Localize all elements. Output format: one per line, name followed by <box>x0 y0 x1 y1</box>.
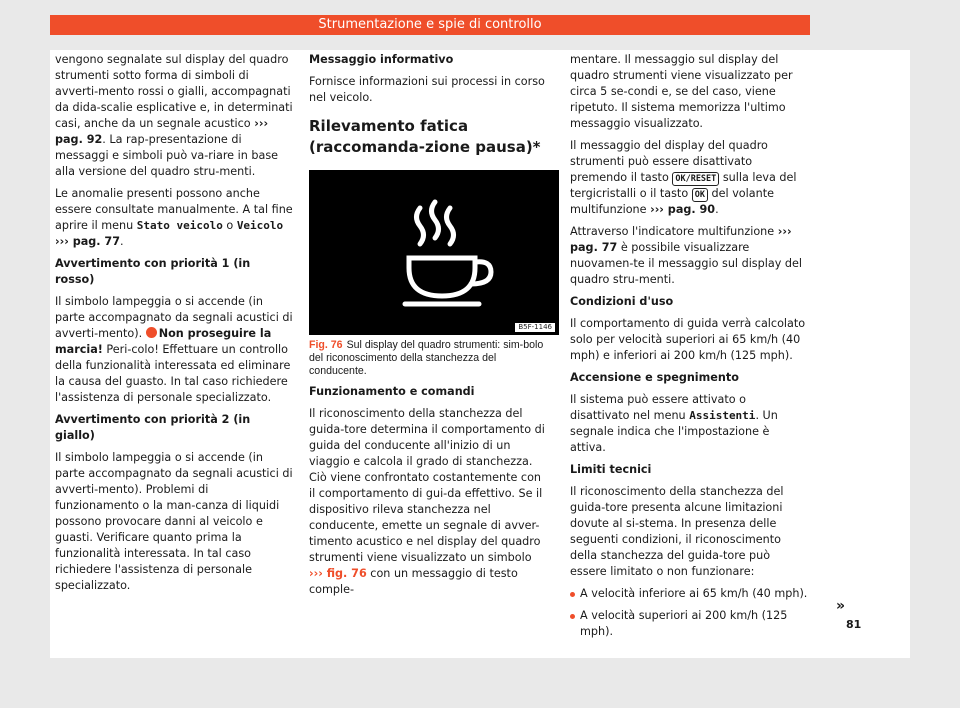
section-title: Rilevamento fatica (raccomanda-zione pausa)* <box>309 117 541 156</box>
figure-display <box>309 170 559 335</box>
menu-name: Assistenti <box>689 409 756 422</box>
ok-key: OK <box>692 188 708 202</box>
subheading-function: Funzionamento e comandi <box>309 385 475 398</box>
continue-arrow-icon: » <box>836 598 846 614</box>
figure-reference[interactable]: ››› fig. 76 <box>309 567 367 580</box>
paragraph: Il simbolo lampeggia o si accende (in parte accompagnato da segnali acustici di avverti-mento). Non proseguire la marcia! Peri-colo! Effettuare un controllo della funzionalità interessata ed eliminare la causa del guasto. In tal caso richiedere l'assistenza di personale specializzato. <box>55 295 293 404</box>
figure-id: B5F-1146 <box>515 323 555 332</box>
paragraph: Attraverso l'indicatore multifunzione ››› pag. 77 è possibile visualizzare nuovamen-te il messaggio sul display del quadro stru-menti. <box>570 225 802 286</box>
subheading-limits: Limiti tecnici <box>570 463 652 476</box>
column-2 <box>309 52 552 604</box>
subheading-use: Condizioni d'uso <box>570 295 674 308</box>
paragraph: Il riconoscimento della stanchezza del guida-tore determina il comportamento di guida del conducente all'inizio di un viaggio e calcola il grado di stanchezza. Ciò viene confrontato costantemente con il comportamento di gui-da effettivo. Se il dispositivo rileva stanchezza nel conducente, emette un segnale di avver-timento acustico e nel display del quadro strumenti viene visualizzato un simbolo ››› fig. 76 con un messaggio di testo comple- <box>309 407 545 596</box>
bullet-list <box>570 586 808 640</box>
list-item: A velocità inferiore ai 65 km/h (40 mph). <box>570 586 808 602</box>
paragraph: Il riconoscimento della stanchezza del guida-tore presenta alcune limitazioni dovute al si-stema. In presenza delle seguenti condizioni, il riconoscimento della stanchezza del guida-tore può essere limitato o non funzionare: <box>570 485 784 578</box>
paragraph: Il comportamento di guida verrà calcolato solo per velocità superiori ai 65 km/h (40 mph) e inferiori ai 200 km/h (125 mph). <box>570 317 806 362</box>
paragraph: Le anomalie presenti possono anche essere consultate manualmente. A tal fine aprire il menu Stato veicolo o Veicolo ››› pag. 77. <box>55 187 293 248</box>
stop-warning-icon <box>146 327 157 338</box>
page-reference[interactable]: ››› pag. 77 <box>570 225 792 254</box>
page-reference[interactable]: ››› pag. 77 <box>55 235 121 248</box>
paragraph: Il messaggio del display del quadro strumenti può essere disattivato premendo il tasto OK/RESET sulla leva del tergicristalli o il tasto OK del volante multifunzione ››› pag. 90. <box>570 139 797 216</box>
paragraph: mentare. Il messaggio sul display del quadro strumenti viene visualizzato per circa 5 se-condi e, se del caso, viene ripetuto. Il sistema memorizza l'ultimo messaggio visualizzato. <box>570 53 793 130</box>
page-number: 81 <box>846 618 862 631</box>
subheading-red-warning: Avvertimento con priorità 1 (in rosso) <box>55 257 251 286</box>
coffee-cup-icon <box>309 170 559 335</box>
ok-reset-key: OK/RESET <box>672 172 719 186</box>
paragraph: vengono segnalate sul display del quadro strumenti sotto forma di simboli di avverti-mento rossi o gialli, accompagnati da dida-scalie esplicative e, in determinati casi, anche da un segnale acustico ››› pag. 92. La rap-presentazione di messaggi e simboli può va-riare in base alla versione del quadro stru-menti. <box>55 53 293 178</box>
column-1 <box>55 52 293 600</box>
menu-name: Veicolo <box>236 219 284 232</box>
paragraph: Il sistema può essere attivato o disattivato nel menu Assistenti. Un segnale indica che l'impostazione è attiva. <box>570 393 778 454</box>
page-reference[interactable]: ››› pag. 90 <box>650 203 716 216</box>
figure-caption: Fig. 76 Sul display del quadro strumenti: sim-bolo del riconoscimento della stanchezza del conducente. <box>309 339 544 377</box>
menu-name: Stato veicolo <box>136 219 223 232</box>
subheading-onoff: Accensione e spegnimento <box>570 371 739 384</box>
subheading-info: Messaggio informativo <box>309 53 454 66</box>
page-reference[interactable]: ››› pag. 92 <box>55 117 269 146</box>
list-item: A velocità superiori ai 200 km/h (125 mph). <box>570 608 808 640</box>
page-header: Strumentazione e spie di controllo <box>50 15 810 35</box>
subheading-yellow-warning: Avvertimento con priorità 2 (in giallo) <box>55 413 251 442</box>
column-3 <box>570 52 808 646</box>
paragraph: Il simbolo lampeggia o si accende (in parte accompagnato da segnali acustici di avverti-mento). Problemi di funzionamento o la man-canza di liquidi possono provocare danni al veicolo e guasti. Verificare quanto prima la funzionalità interessata. In tal caso richiedere l'assistenza di personale specializzato. <box>55 451 293 592</box>
paragraph: Fornisce informazioni sui processi in corso nel veicolo. <box>309 75 545 104</box>
